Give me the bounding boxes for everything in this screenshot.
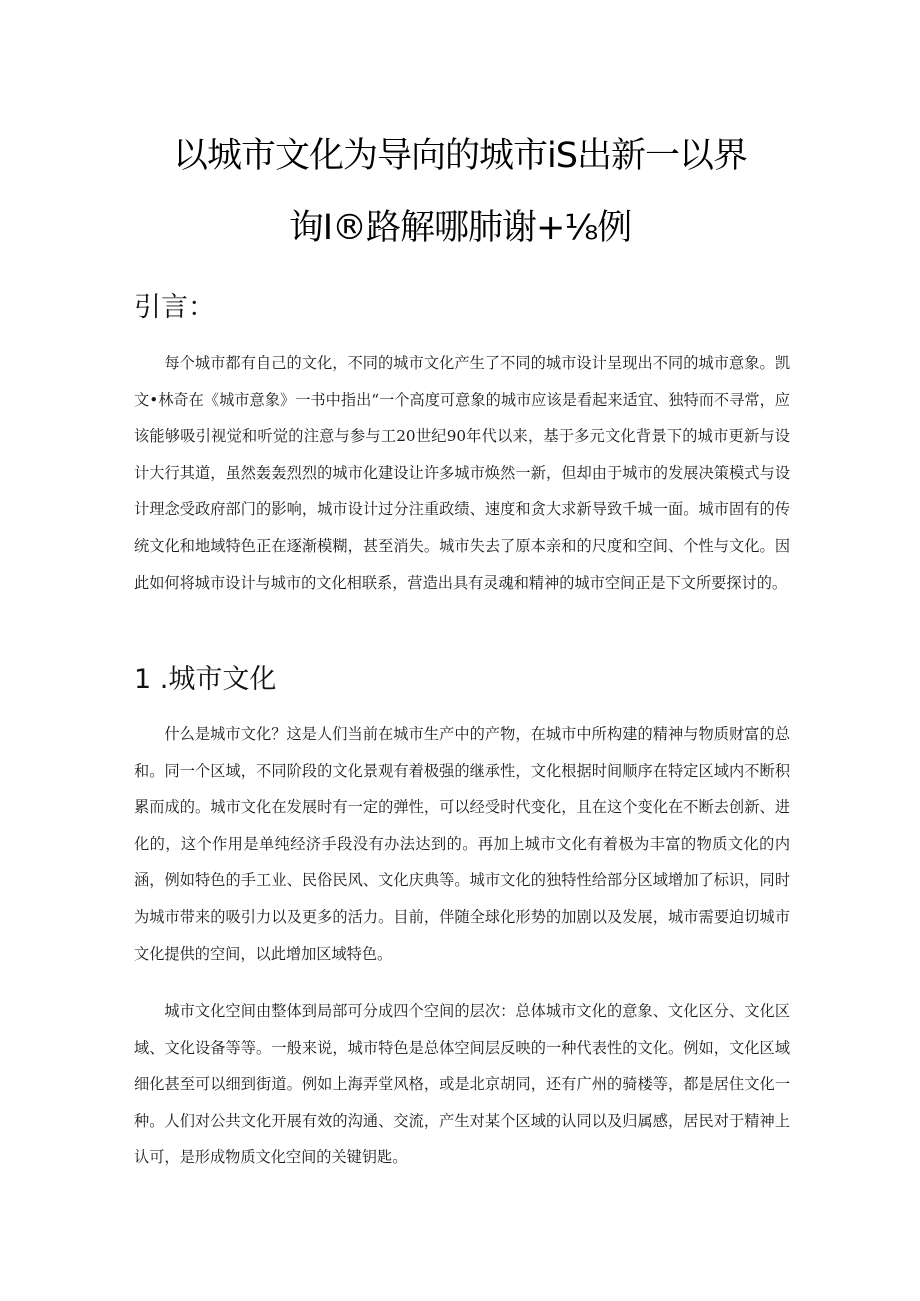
document-title-line-1: 以城市文化为导向的城市iS出新一以界 [173, 136, 747, 176]
document-title-line-2: 询I®路解哪肺谢+⅛例 [288, 208, 632, 248]
intro-paragraph: 每个城市都有自己的文化，不同的城市文化产生了不同的城市设计呈现出不同的城市意象。凯文•林奇在《城市意象》一书中指出“一个高度可意象的城市应该是看起来适宜、独特而不寻常，应该能够吸引视觉和听觉的注意与参与工20世纪90年代以来，基于多元文化背景下的城市更新与设计大行其道，虽然轰轰烈烈的城市化建设让许多城市焕然一新，但却由于城市的发展决策模式与设计理念受政府部门的影响，城市设计过分注重政绩、速度和贪大求新导致千城一面。城市固有的传统文化和地域特色正在逐渐模糊，甚至消失。城市失去了原本亲和的尺度和空间、个性与文化。因此如何将城市设计与城市的文化相联系，营造出具有灵魂和精神的城市空间正是下文所要探讨的。 [134, 354, 790, 592]
section-1-paragraph-2: 城市文化空间由整体到局部可分成四个空间的层次：总体城市文化的意象、文化区分、文化区域、文化设备等等。一般来说，城市特色是总体空间层反映的一种代表性的文化。例如，文化区域细化甚至可以细到街道。例如上海弄堂风格，或是北京胡同，还有广州的骑楼等，都是居住文化一种。人们对公共文化开展有效的沟通、交流，产生对某个区域的认同以及归属感，居民对于精神上认可，是形成物质文化空间的关键钥匙。 [134, 1002, 790, 1167]
section-1-heading: 1 .城市文化 [134, 664, 277, 695]
section-1-paragraph-1: 什么是城市文化？这是人们当前在城市生产中的产物，在城市中所构建的精神与物质财富的总和。同一个区域，不同阶段的文化景观有着极强的继承性，文化根据时间顺序在特定区域内不断积累而成的。城市文化在发展时有一定的弹性，可以经受时代变化，且在这个变化在不断去创新、进化的，这个作用是单纯经济手段没有办法达到的。再加上城市文化有着极为丰富的物质文化的内涵，例如特色的手工业、民俗民风、文化庆典等。城市文化的独特性给部分区域增加了标识，同时为城市带来的吸引力以及更多的活力。目前，伴随全球化形势的加剧以及发展，城市需要迫切城市文化提供的空间，以此增加区域特色。 [134, 725, 790, 963]
intro-heading: 引言： [134, 292, 215, 323]
